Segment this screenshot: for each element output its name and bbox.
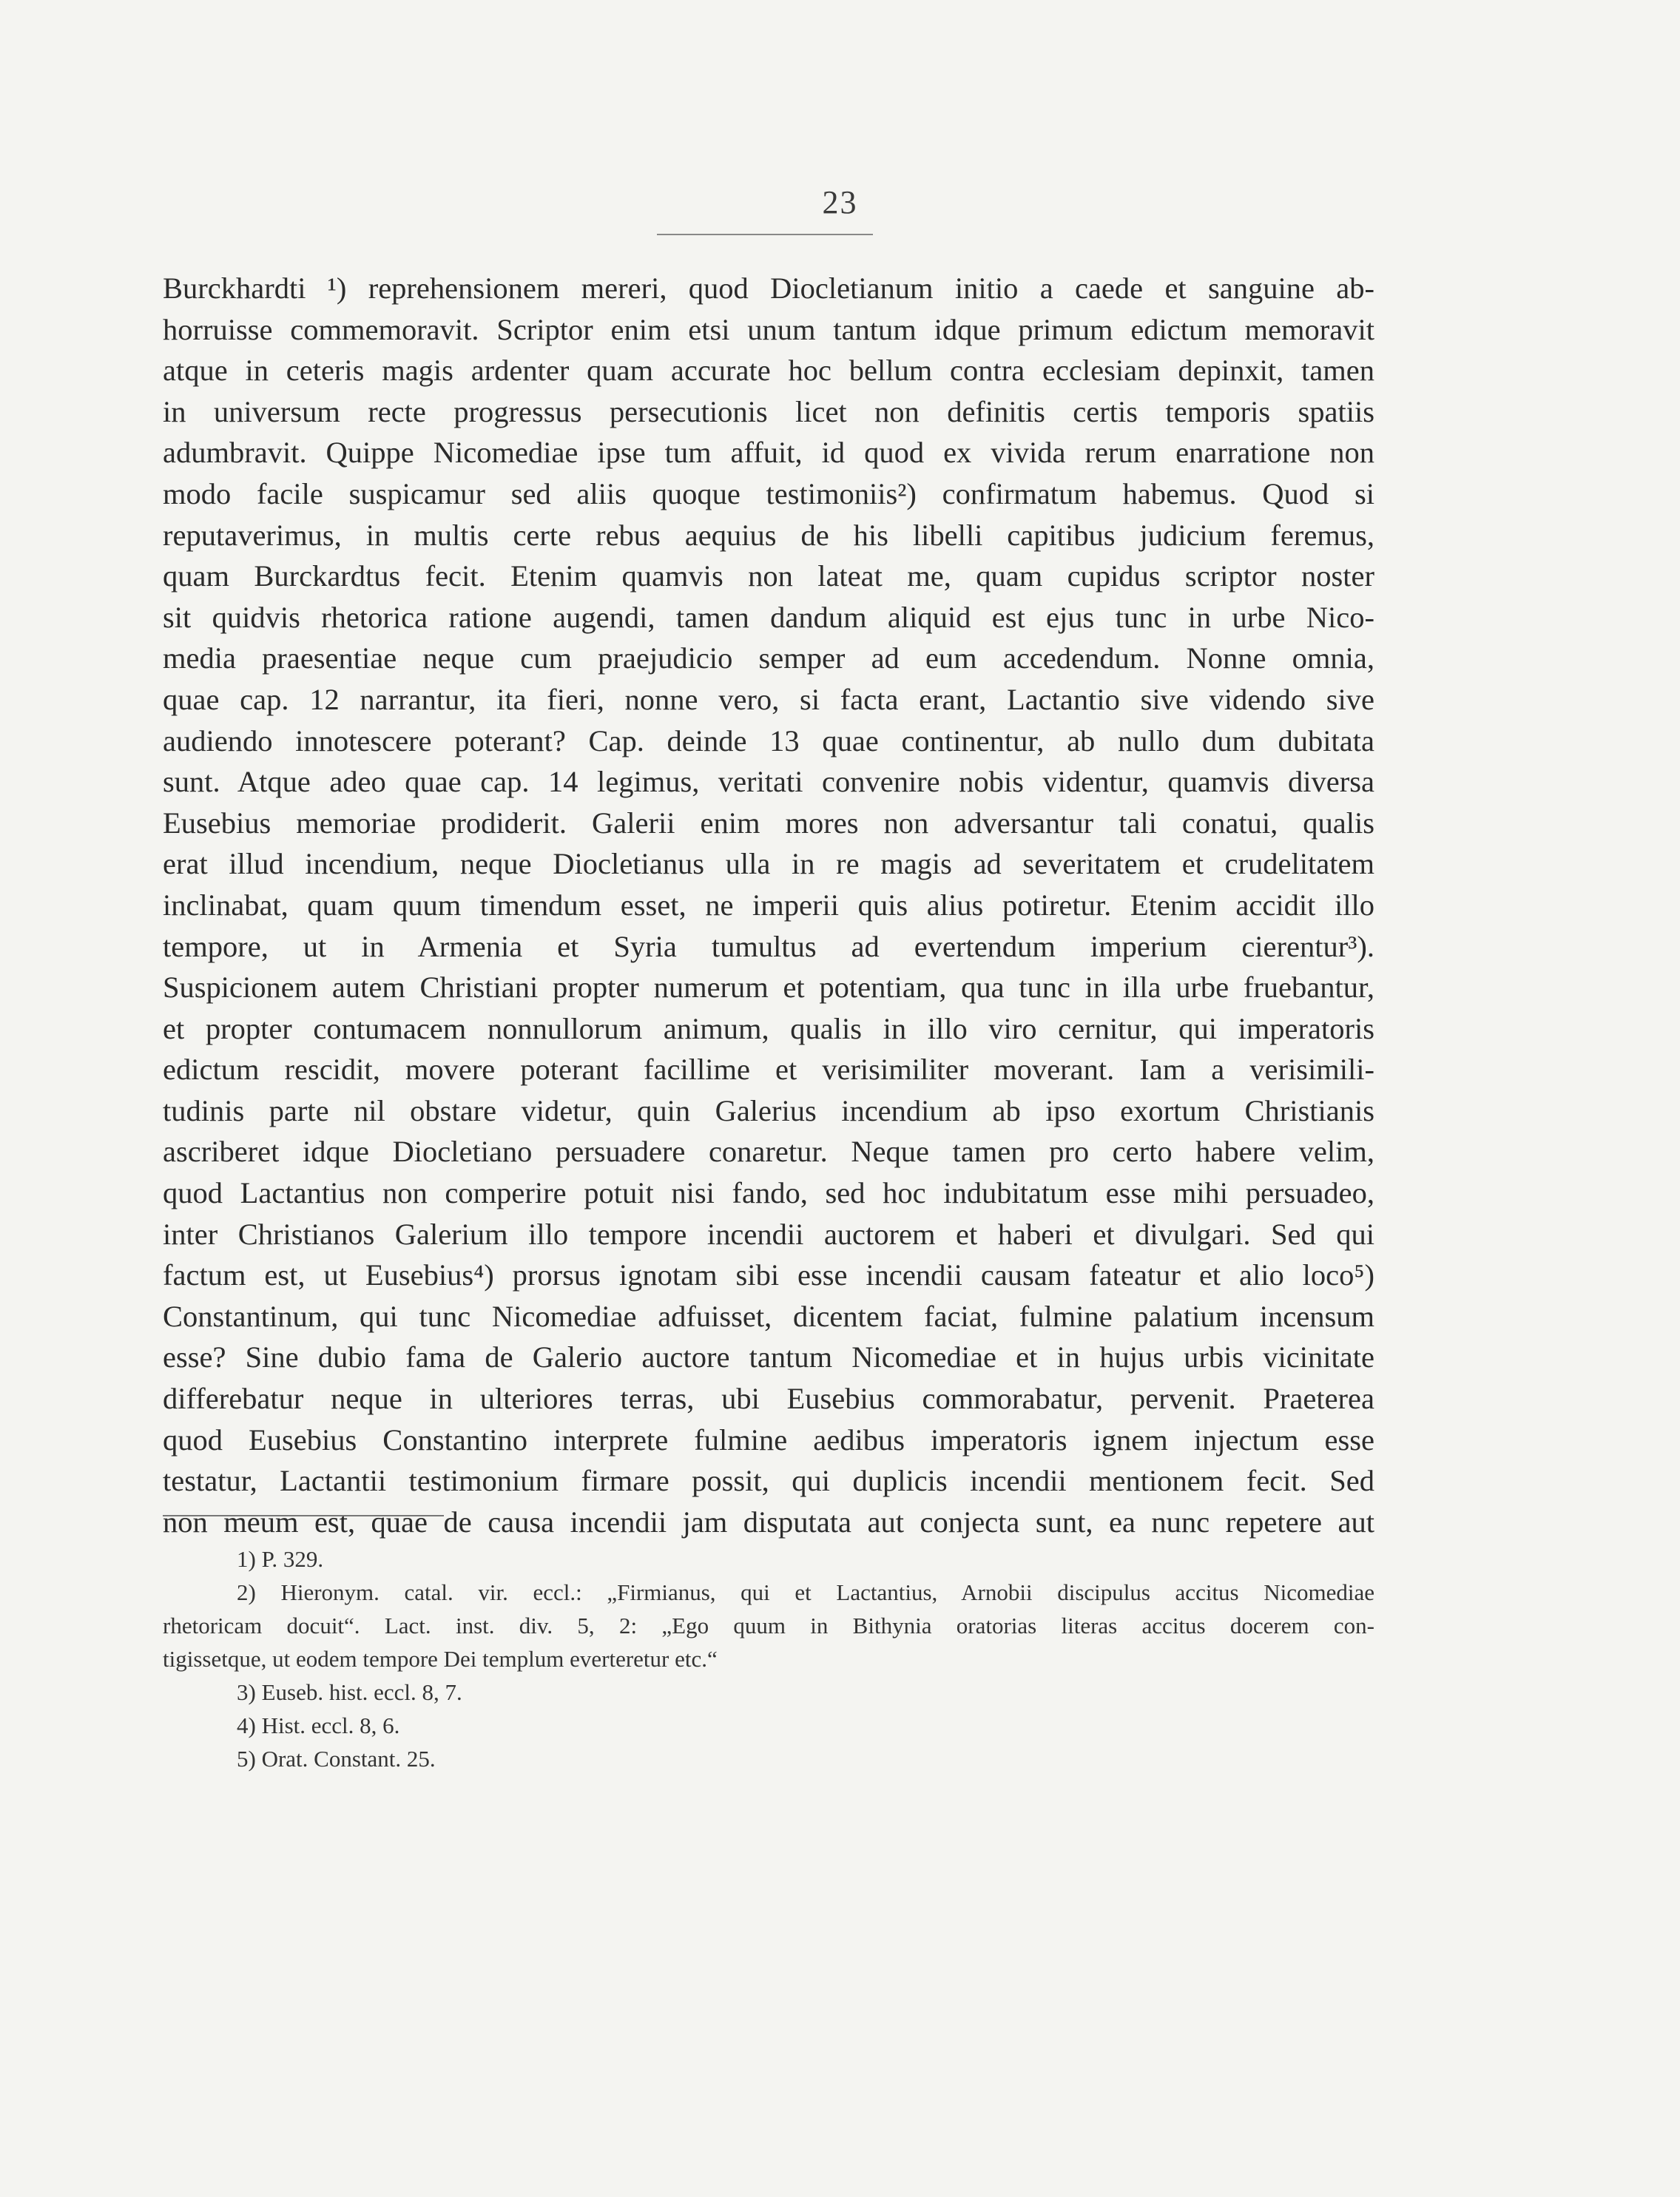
body-line: differebatur neque in ulteriores terras, ubi Eusebius commorabatur, pervenit. Praeterea [163,1382,1374,1416]
page-number: 23 [822,184,858,220]
footnotes [163,1542,1374,1775]
body-line: Constantinum, qui tunc Nicomediae adfuisset, dicentem faciat, fulmine palatium incensum [163,1299,1374,1333]
body-line: horruisse commemoravit. Scriptor enim etsi unum tantum idque primum edictum memoravit [163,312,1374,346]
body-line: quae cap. 12 narrantur, ita fieri, nonne vero, si facta erant, Lactantio sive videndo sive [163,682,1374,716]
body-line: tempore, ut in Armenia et Syria tumultus ad evertendum imperium cierentur³). [163,929,1374,963]
footnote-4: 4) Hist. eccl. 8, 6. [237,1712,400,1738]
body-line: media praesentiae neque cum praejudicio semper ad eum accedendum. Nonne omnia, [163,641,1374,675]
footnote-2-line-3: tigissetque, ut eodem tempore Dei templum everteretur etc.“ [163,1646,718,1672]
footnote-3: 3) Euseb. hist. eccl. 8, 7. [237,1679,462,1705]
body-line: inclinabat, quam quum timendum esset, ne imperii quis alius potiretur. Etenim accidit illo [163,888,1374,922]
footnote-1: 1) P. 329. [237,1546,324,1572]
body-line: sunt. Atque adeo quae cap. 14 legimus, veritati convenire nobis videntur, quamvis diversa [163,765,1374,799]
footnote-2-line-1: 2) Hieronym. catal. vir. eccl.: „Firmianus, qui et Lactantius, Arnobii discipulus accitus Nicomediae [237,1579,1374,1605]
body-line: non meum est, quae de causa incendii jam disputata aut conjecta sunt, ea nunc repetere aut [163,1505,1374,1539]
body-line: tudinis parte nil obstare videtur, quin Galerius incendium ab ipso exortum Christianis [163,1093,1374,1127]
header-rule [657,234,873,235]
body-line: testatur, Lactantii testimonium firmare possit, qui duplicis incendii mentionem fecit. Sed [163,1464,1374,1498]
body-line: reputaverimus, in multis certe rebus aequius de his libelli capitibus judicium feremus, [163,518,1374,552]
body-line: modo facile suspicamur sed aliis quoque testimoniis²) confirmatum habemus. Quod si [163,476,1374,510]
body-line: erat illud incendium, neque Diocletianus ulla in re magis ad severitatem et crudelitatem [163,847,1374,881]
body-line: adumbravit. Quippe Nicomediae ipse tum affuit, id quod ex vivida rerum enarratione non [163,436,1374,470]
body-line: esse? Sine dubio fama de Galerio auctore tantum Nicomediae et in hujus urbis vicinitate [163,1340,1374,1374]
body-line: factum est, ut Eusebius⁴) prorsus ignotam sibi esse incendii causam fateatur et alio loco⁵) [163,1258,1374,1292]
body-line: inter Christianos Galerium illo tempore incendii auctorem et haberi et divulgari. Sed qui [163,1217,1374,1251]
footnote-2-line-2: rhetoricam docuit“. Lact. inst. div. 5, 2: „Ego quum in Bithynia oratorias literas accitus docerem con- [163,1613,1374,1639]
footnote-5: 5) Orat. Constant. 25. [237,1746,436,1772]
body-line: Eusebius memoriae prodiderit. Galerii enim mores non adversantur tali conatui, qualis [163,806,1374,840]
body-line: in universum recte progressus persecutionis licet non definitis certis temporis spatiis [163,394,1374,428]
body-line: audiendo innotescere poterant? Cap. deinde 13 quae continentur, ab nullo dum dubitata [163,723,1374,757]
body-line: Burckhardti ¹) reprehensionem mereri, quod Diocletianum initio a caede et sanguine ab- [163,271,1374,305]
body-line: quam Burckardtus fecit. Etenim quamvis non lateat me, quam cupidus scriptor noster [163,559,1374,593]
body-line: quod Eusebius Constantino interprete fulmine aedibus imperatoris ignem injectum esse [163,1423,1374,1457]
body-line: Suspicionem autem Christiani propter numerum et potentiam, qua tunc in illa urbe fruebantur, [163,971,1374,1005]
body-line: edictum rescidit, movere poterant facillime et verisimiliter moverant. Iam a verisimili- [163,1053,1374,1087]
body-line: ascriberet idque Diocletiano persuadere conaretur. Neque tamen pro certo habere velim, [163,1135,1374,1169]
body-text [163,268,1374,1542]
body-line: et propter contumacem nonnullorum animum, qualis in illo viro cernitur, qui imperatoris [163,1011,1374,1045]
body-line: quod Lactantius non comperire potuit nisi fando, sed hoc indubitatum esse mihi persuadeo, [163,1176,1374,1210]
body-line: sit quidvis rhetorica ratione augendi, tamen dandum aliquid est ejus tunc in urbe Nico- [163,600,1374,634]
body-line: atque in ceteris magis ardenter quam accurate hoc bellum contra ecclesiam depinxit, tamen [163,354,1374,388]
footnote-rule [163,1515,444,1516]
